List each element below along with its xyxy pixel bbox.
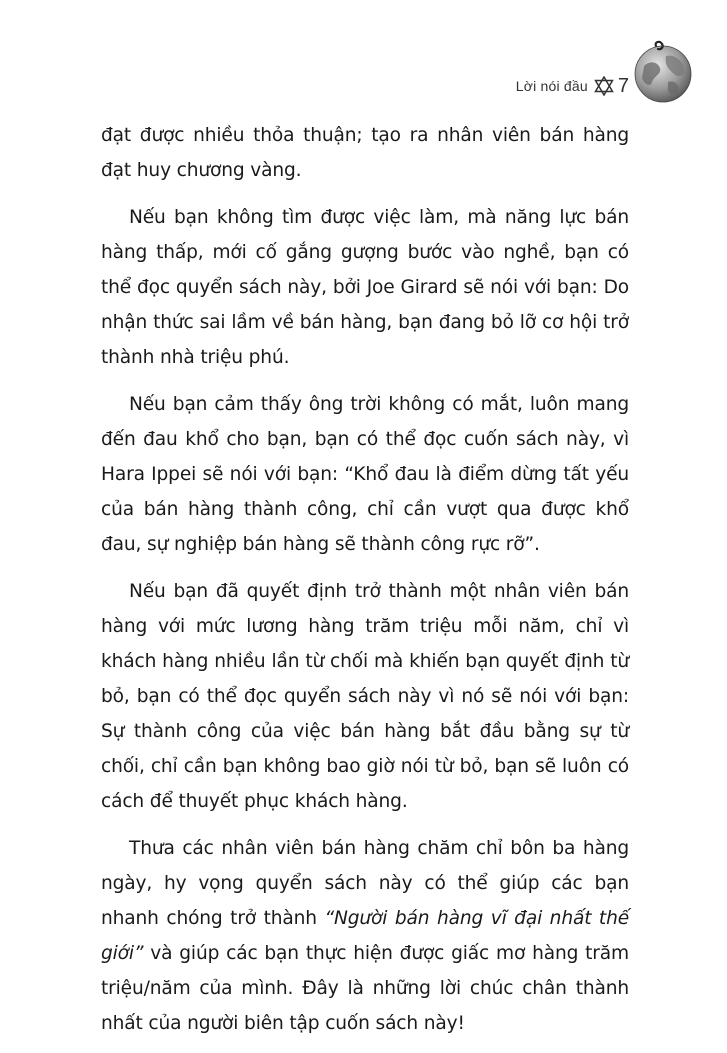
body-text (101, 118, 629, 1053)
running-header (516, 68, 629, 104)
paragraph-5-text-after: và giúp các bạn thực hiện được giấc mơ hàng trăm triệu/năm của mình. Đây là những lời chúc chân thành nhất của người biên tập cuốn sách này! (101, 943, 629, 1034)
page-number: 7 (617, 74, 629, 97)
paragraph-5 (101, 831, 629, 1041)
paragraph-5-text-before: Thưa các nhân viên bán hàng chăm chỉ bôn ba hàng ngày, hy vọng quyển sách này có thể giúp các bạn nhanh chóng trở thành (101, 838, 629, 929)
star-of-david-icon (594, 76, 614, 96)
globe-icon (630, 38, 696, 104)
paragraph-2: Nếu bạn không tìm được việc làm, mà năng lực bán hàng thấp, mới cố gắng gượng bước vào nghề, bạn có thể đọc quyển sách này, bởi Joe Girard sẽ nói với bạn: Do nhận thức sai lầm về bán hàng, bạn đang bỏ lỡ cơ hội trở thành nhà triệu phú. (101, 207, 629, 368)
paragraph-1: đạt được nhiều thỏa thuận; tạo ra nhân viên bán hàng đạt huy chương vàng. (101, 125, 629, 181)
book-title-quote: “Người bán hàng vĩ đại nhất thế giới” (101, 908, 629, 964)
paragraph-4: Nếu bạn đã quyết định trở thành một nhân viên bán hàng với mức lương hàng trăm triệu mỗi năm, chỉ vì khách hàng nhiều lần từ chối mà khiến bạn quyết định từ bỏ, bạn có thể đọc quyển sách này vì nó sẽ nói với bạn: Sự thành công của việc bán hàng bắt đầu bằng sự từ chối, chỉ cần bạn không bao giờ nói từ bỏ, bạn sẽ luôn có cách để thuyết phục khách hàng. (101, 581, 629, 812)
chapter-title: Lời nói đầu (515, 78, 588, 94)
paragraph-3: Nếu bạn cảm thấy ông trời không có mắt, luôn mang đến đau khổ cho bạn, bạn có thể đọc cuốn sách này, vì Hara Ippei sẽ nói với bạn: “Khổ đau là điểm dừng tất yếu của bán hàng thành công, chỉ cần vượt qua được khổ đau, sự nghiệp bán hàng sẽ thành công rực rỡ”. (101, 394, 629, 555)
